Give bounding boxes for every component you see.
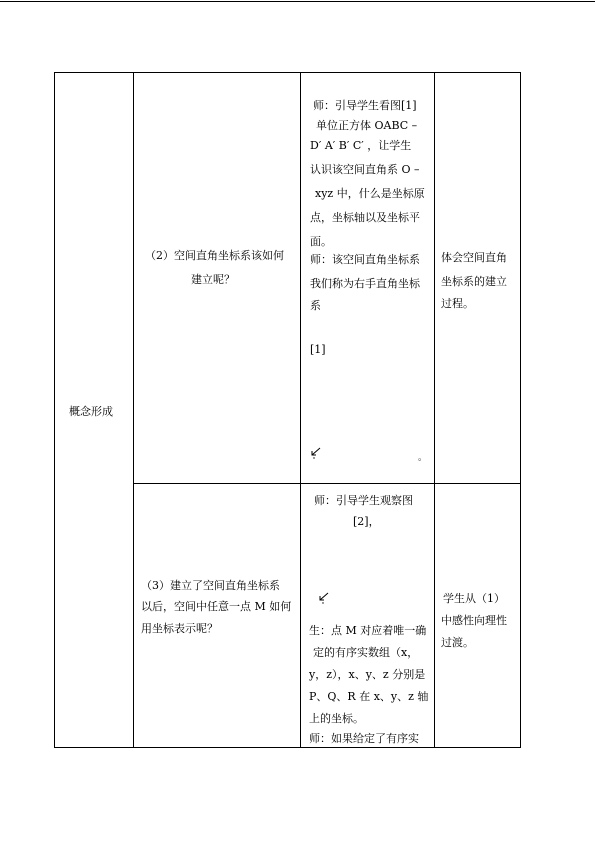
row2-answer-line-5: 上的坐标。 (309, 712, 364, 725)
row1-teacher-line-8: 师：该空间直角坐标系 (310, 253, 420, 266)
row2-student-line-1: 学生从（1） (443, 592, 505, 605)
row1-student-line-3: 过程。 (441, 297, 474, 310)
stage-label: 概念形成 (69, 405, 113, 418)
row2-teacher-line-1: 师：引导学生观察图 (314, 494, 413, 507)
row1-question-line-2: 建立呢？ (191, 273, 235, 286)
row2-answer-line-2: 定的有序实数组（x， (313, 646, 419, 659)
row2-question-line-3: 用坐标表示呢？ (141, 622, 218, 635)
row1-question-cell (133, 72, 301, 484)
row2-teacher-cell (300, 483, 435, 748)
row2-answer-line-1: 生：点 M 对应着唯一确 (309, 624, 427, 637)
row1-question-line-1: （2）空间直角坐标系该如何 (145, 249, 284, 262)
row1-student-line-1: 体会空间直角 (441, 251, 507, 264)
row2-answer-line-6: 师：如果给定了有序实 (309, 732, 419, 745)
row2-student-cell (434, 483, 521, 748)
row2-answer-line-4: P、Q、R 在 x、y、z 轴 (309, 690, 429, 703)
row2-question-line-1: （3）建立了空间直角坐标系 (141, 579, 280, 592)
row1-teacher-line-7: 面。 (310, 235, 332, 248)
row1-teacher-line-3: D′ A′ B′ C′ ，让学生 (310, 139, 412, 152)
row1-teacher-cell (300, 72, 435, 484)
row1-teacher-line-6: 点，坐标轴以及坐标平 (310, 211, 420, 224)
page-top-rule (0, 1, 595, 2)
arrow-icon (317, 590, 331, 604)
row2-question-cell (133, 483, 301, 748)
row1-figure-mark: 。 (418, 453, 428, 463)
row1-figure-ref: [1] (310, 343, 326, 356)
row1-teacher-line-2: 单位正方体 OABC – (316, 119, 418, 132)
arrow-icon (309, 445, 323, 459)
row1-teacher-line-1: 师：引导学生看图[1] (313, 99, 417, 112)
row2-student-line-3: 过渡。 (441, 636, 474, 649)
row2-answer-line-3: y，z），x、y、z 分别是 (309, 668, 426, 681)
row1-student-cell (434, 72, 521, 484)
row1-teacher-line-10: 系 (310, 299, 321, 312)
row1-teacher-line-9: 我们称为右手直角坐标 (310, 277, 420, 290)
row2-question-line-2: 以后，空间中任意一点 M 如何 (141, 600, 292, 613)
row1-student-line-2: 坐标系的建立 (441, 275, 507, 288)
stage-cell (54, 72, 134, 748)
row1-teacher-line-4: 认识该空间直角系 O – (310, 163, 420, 176)
row1-teacher-line-5: xyz 中，什么是坐标原 (315, 187, 425, 200)
row2-student-line-2: 中感性向理性 (441, 614, 507, 627)
row2-teacher-line-2: [2]， (353, 515, 380, 528)
